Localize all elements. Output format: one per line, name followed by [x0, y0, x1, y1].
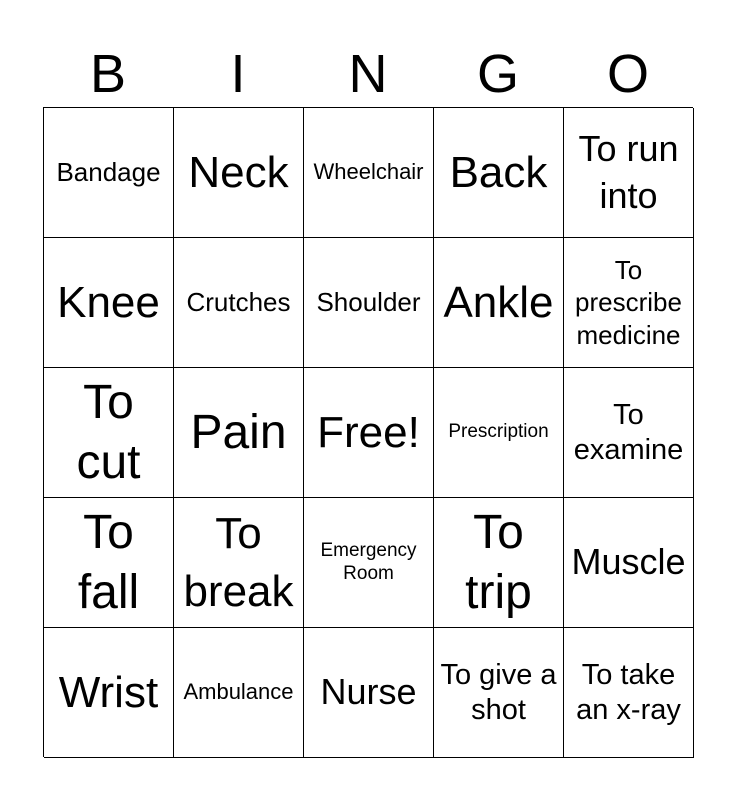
- cell-text: Wheelchair: [313, 159, 424, 185]
- header-letter-o: O: [606, 44, 649, 104]
- bingo-cell[interactable]: [434, 368, 564, 498]
- bingo-cell[interactable]: [174, 108, 304, 238]
- cell-text: Shoulder: [316, 287, 421, 318]
- free-space-cell[interactable]: [304, 368, 434, 498]
- header-letter-n: N: [348, 44, 388, 104]
- cell-text: Free!: [317, 407, 420, 457]
- header-letter-g: G: [476, 44, 519, 104]
- bingo-cell[interactable]: [304, 238, 434, 368]
- cell-text: To cut: [76, 375, 141, 489]
- cell-text: To break: [183, 509, 294, 616]
- header-letter-i: I: [230, 44, 246, 104]
- header-letter-b: B: [89, 44, 127, 104]
- bingo-cell[interactable]: [434, 108, 564, 238]
- bingo-cell[interactable]: [434, 238, 564, 368]
- cell-text: To examine: [573, 398, 684, 466]
- bingo-cell[interactable]: [44, 368, 174, 498]
- cell-text: To fall: [77, 505, 140, 619]
- bingo-cell[interactable]: [564, 628, 694, 758]
- bingo-cell[interactable]: [44, 108, 174, 238]
- bingo-cell[interactable]: [44, 628, 174, 758]
- bingo-cell[interactable]: [434, 498, 564, 628]
- cell-text: Ambulance: [183, 679, 294, 705]
- bingo-cell[interactable]: [44, 498, 174, 628]
- cell-text: Crutches: [186, 287, 291, 318]
- bingo-cell[interactable]: [304, 628, 434, 758]
- cell-text: Pain: [190, 405, 287, 459]
- bingo-cell[interactable]: [44, 238, 174, 368]
- cell-text: To trip: [465, 505, 532, 619]
- bingo-cell[interactable]: [564, 498, 694, 628]
- bingo-cell[interactable]: [174, 368, 304, 498]
- bingo-cell[interactable]: [304, 498, 434, 628]
- cell-text: Knee: [57, 277, 160, 327]
- cell-text: Ankle: [443, 277, 554, 327]
- cell-text: Neck: [188, 147, 289, 197]
- bingo-cell[interactable]: [304, 108, 434, 238]
- bingo-cell[interactable]: [174, 628, 304, 758]
- bingo-cell[interactable]: [564, 108, 694, 238]
- bingo-cell[interactable]: [174, 498, 304, 628]
- cell-text: To give a shot: [440, 658, 557, 726]
- bingo-cell[interactable]: [434, 628, 564, 758]
- cell-text: Muscle: [571, 541, 686, 583]
- bingo-board: [43, 107, 693, 757]
- cell-text: Prescription: [448, 421, 549, 443]
- cell-text: Nurse: [320, 671, 417, 713]
- cell-text: Bandage: [56, 157, 161, 188]
- bingo-header: [43, 42, 693, 106]
- cell-text: To prescribe medicine: [575, 254, 682, 350]
- cell-text: Wrist: [58, 667, 159, 717]
- cell-text: Back: [449, 147, 548, 197]
- cell-text: Emergency Room: [320, 539, 417, 584]
- cell-text: To take an x-ray: [576, 658, 681, 726]
- bingo-cell[interactable]: [564, 238, 694, 368]
- bingo-cell[interactable]: [174, 238, 304, 368]
- cell-text: To run into: [578, 127, 679, 216]
- bingo-cell[interactable]: [564, 368, 694, 498]
